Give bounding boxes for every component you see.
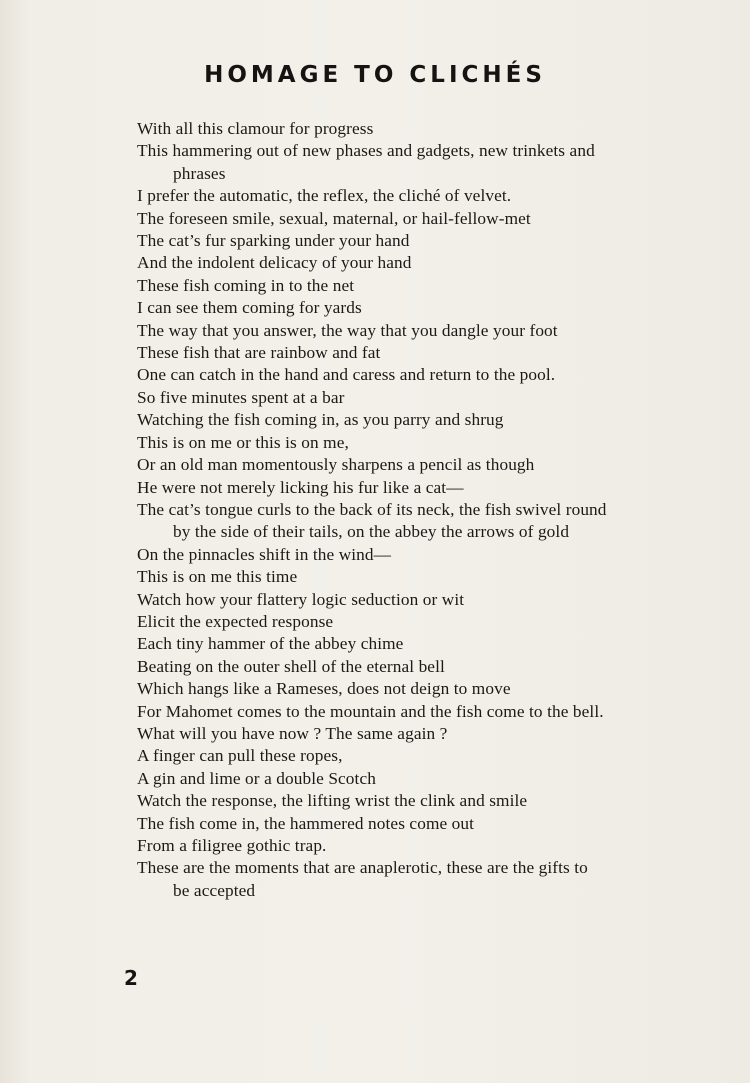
poem-line: Or an old man momentously sharpens a pencil as though <box>137 455 535 475</box>
poem-line: So five minutes spent at a bar <box>137 387 345 407</box>
poem-line: These fish that are rainbow and fat <box>137 343 381 363</box>
poem-line: A gin and lime or a double Scotch <box>137 768 376 788</box>
poem-line: From a filigree gothic trap. <box>137 836 327 855</box>
poem-line: Which hangs like a Rameses, does not deign to move <box>137 679 511 699</box>
poem-line: I prefer the automatic, the reflex, the cliché of velvet. <box>137 186 512 206</box>
poem-line: This hammering out of new phases and gadgets, new trinkets and <box>137 141 595 161</box>
poem-line: One can catch in the hand and caress and return to the pool. <box>137 365 556 385</box>
poem-line: What will you have now ? The same again ? <box>137 723 448 743</box>
poem-line: This is on me this time <box>137 567 298 587</box>
poem-line: Watch how your flattery logic seduction or wit <box>137 589 465 609</box>
poem-body <box>137 118 702 902</box>
poem-line: The cat’s tongue curls to the back of its neck, the fish swivel round <box>137 499 607 519</box>
poem-line: These are the moments that are anaplerotic, these are the gifts to <box>137 858 588 878</box>
poem-line: A finger can pull these ropes, <box>137 746 343 766</box>
page-number: 2 <box>124 966 138 990</box>
poem-line-continuation: be accepted <box>173 880 256 900</box>
poem-line-continuation: phrases <box>173 163 226 183</box>
poem-line: I can see them coming for yards <box>137 298 362 318</box>
poem-line: The fish come in, the hammered notes come out <box>137 813 475 833</box>
poem-line: Watching the fish coming in, as you parry and shrug <box>137 410 504 430</box>
poem-line-continuation: by the side of their tails, on the abbey the arrows of gold <box>173 522 570 542</box>
poem-line: Beating on the outer shell of the eternal bell <box>137 656 445 676</box>
poem-line: This is on me or this is on me, <box>137 432 349 452</box>
poem-line: The way that you answer, the way that you dangle your foot <box>137 320 558 340</box>
poem-line: These fish coming in to the net <box>137 275 355 295</box>
poem-line: Watch the response, the lifting wrist the clink and smile <box>137 791 528 811</box>
poem-line: For Mahomet comes to the mountain and the fish come to the bell. <box>137 701 604 721</box>
poem-line: Each tiny hammer of the abbey chime <box>137 634 404 654</box>
poem-line: The cat’s fur sparking under your hand <box>137 231 410 251</box>
page-title: HOMAGE TO CLICHÉS <box>204 62 546 88</box>
poem-line: With all this clamour for progress <box>137 119 374 138</box>
poem-line: He were not merely licking his fur like a cat— <box>137 477 464 497</box>
poem-line: The foreseen smile, sexual, maternal, or hail-fellow-met <box>137 208 531 228</box>
poem-line: Elicit the expected response <box>137 611 334 631</box>
poem-line: And the indolent delicacy of your hand <box>137 253 412 273</box>
poem-line: On the pinnacles shift in the wind— <box>137 544 392 564</box>
